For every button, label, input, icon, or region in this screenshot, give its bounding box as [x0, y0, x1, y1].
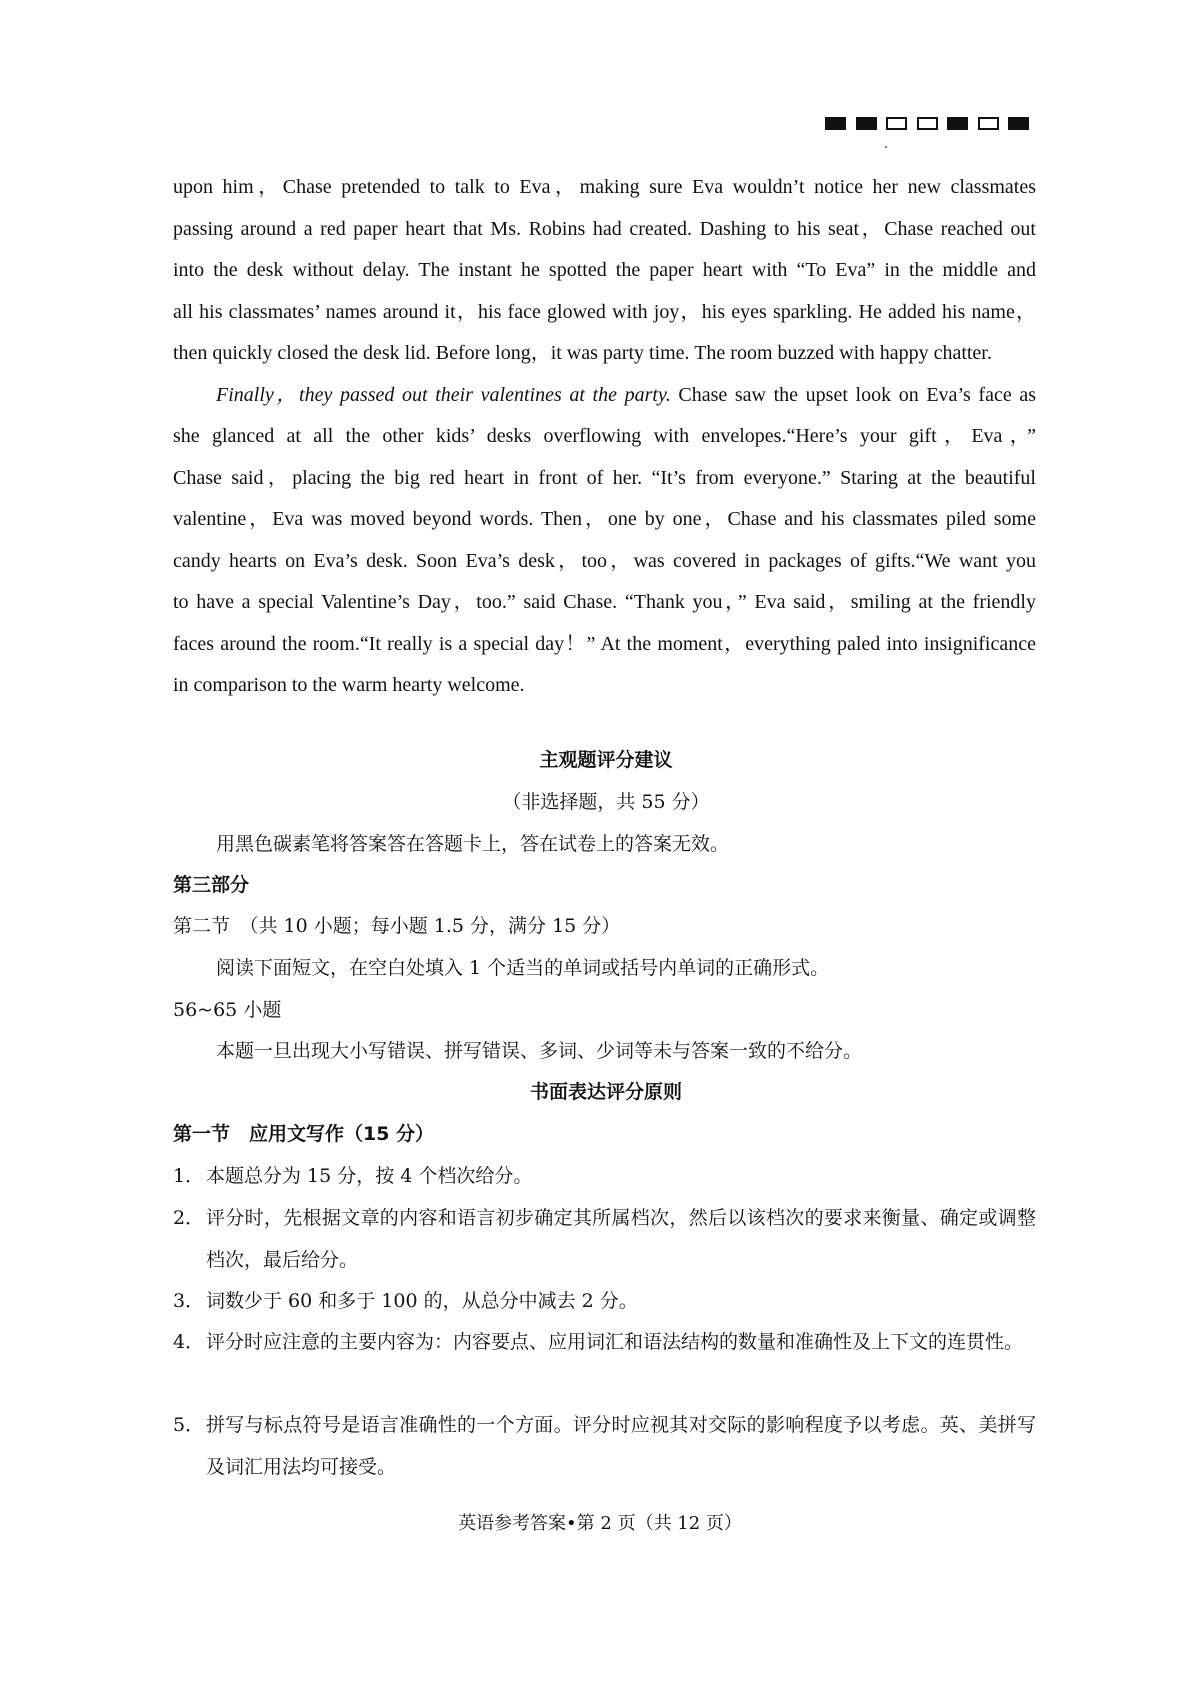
scoring-instruction: 用黑色碳素笔将答案答在答题卡上，答在试卷上的答案无效。 [216, 833, 730, 855]
passage-line: valentine，Eva was moved beyond words. Then，one by one，Chase and his classmates piled some [173, 508, 1036, 530]
scoring-title: 主观题评分建议 [539, 749, 673, 771]
rule-item [173, 1156, 1036, 1198]
page-footer: 英语参考答案•第 2 页（共 12 页） [458, 1513, 742, 1534]
rule-text: 评分时，先根据文章的内容和语言初步确定其所属档次，然后以该档次的要求来衡量、确定或调整档次，最后给分。 [206, 1207, 1036, 1271]
continuation-opening: Finally，they passed out their valentines at the party. [216, 383, 671, 406]
section2-instruction: 阅读下面短文，在空白处填入 1 个适当的单词或括号内单词的正确形式。 [216, 957, 830, 979]
passage [173, 167, 1036, 707]
marker-square-7 [1008, 117, 1029, 130]
questions-range: 56~65 小题 [173, 999, 282, 1021]
rule-item [173, 1281, 1036, 1323]
passage-line: all his classmates’ names around it，his face glowed with joy，his eyes sparkling. He added his name， [173, 300, 1036, 323]
rule-item [173, 1198, 1036, 1281]
rule-number: 5． [173, 1414, 205, 1436]
passage-line: to have a special Valentine’s Day，too.” said Chase. “Thank you，” Eva said，smiling at the friendly [173, 591, 1036, 613]
passage-line: passing around a red paper heart that Ms. Robins had created. Dashing to his seat，Chase reached out [173, 217, 1036, 240]
scoring-subtitle: （非选择题，共 55 分） [502, 791, 710, 813]
passage-line: candy hearts on Eva’s desk. Soon Eva’s desk，too，was covered in packages of gifts.“We want you [173, 549, 1036, 572]
marker-square-4 [917, 117, 938, 130]
marker-square-5 [947, 117, 968, 130]
marker-square-6 [978, 117, 999, 130]
passage-line: upon him，Chase pretended to talk to Eva，making sure Eva wouldn’t notice her new classmates [173, 176, 1036, 198]
rule-item [173, 1405, 1036, 1488]
rule-number: 1． [173, 1165, 205, 1187]
passage-line: then quickly closed the desk lid. Before long，it was party time. The room buzzed with happy chatter. [173, 342, 992, 364]
writing-section1-heading: 第一节 应用文写作（15 分） [173, 1123, 435, 1145]
passage-line: into the desk without delay. The instant he spotted the paper heart with “To Eva” in the middle and [173, 259, 1036, 281]
questions-note: 本题一旦出现大小写错误、拼写错误、多词、少词等未与答案一致的不给分。 [216, 1040, 863, 1062]
section2-heading: 第二节 （共 10 小题；每小题 1.5 分，满分 15 分） [173, 915, 621, 937]
scan-dot [885, 146, 887, 148]
rule-text: 评分时应注意的主要内容为：内容要点、应用词汇和语法结构的数量和准确性及上下文的连贯性。 [206, 1331, 1024, 1353]
rule-number: 2． [173, 1207, 205, 1229]
passage-line: Chase said，placing the big red heart in front of her. “It’s from everyone.” Staring at the beautiful [173, 466, 1036, 489]
header-marker-bar [825, 117, 1039, 133]
passage-line: she glanced at all the other kids’ desks overflowing with envelopes.“Here’s your gift，Eva，” [173, 425, 1036, 447]
passage-text: Chase saw the upset look on Eva’s face as [670, 383, 1036, 406]
marker-square-1 [825, 117, 846, 130]
rule-number: 3． [173, 1290, 205, 1312]
rule-text: 拼写与标点符号是语言准确性的一个方面。评分时应视其对交际的影响程度予以考虑。英、美拼写及词汇用法均可接受。 [206, 1414, 1036, 1478]
writing-title: 书面表达评分原则 [529, 1081, 682, 1103]
rule-number: 4． [173, 1331, 205, 1353]
passage-line: faces around the room.“It really is a special day！” At the moment，everything paled into insignificance [173, 632, 1036, 655]
rule-text: 本题总分为 15 分，按 4 个档次给分。 [206, 1165, 533, 1187]
marker-square-3 [886, 117, 907, 130]
passage-line: in comparison to the warm hearty welcome. [173, 674, 525, 696]
marker-square-2 [856, 117, 877, 130]
rule-text: 词数少于 60 和多于 100 的，从总分中减去 2 分。 [206, 1290, 638, 1312]
passage-line [173, 375, 1036, 417]
rule-item [173, 1322, 1036, 1364]
part3-heading: 第三部分 [173, 874, 250, 896]
